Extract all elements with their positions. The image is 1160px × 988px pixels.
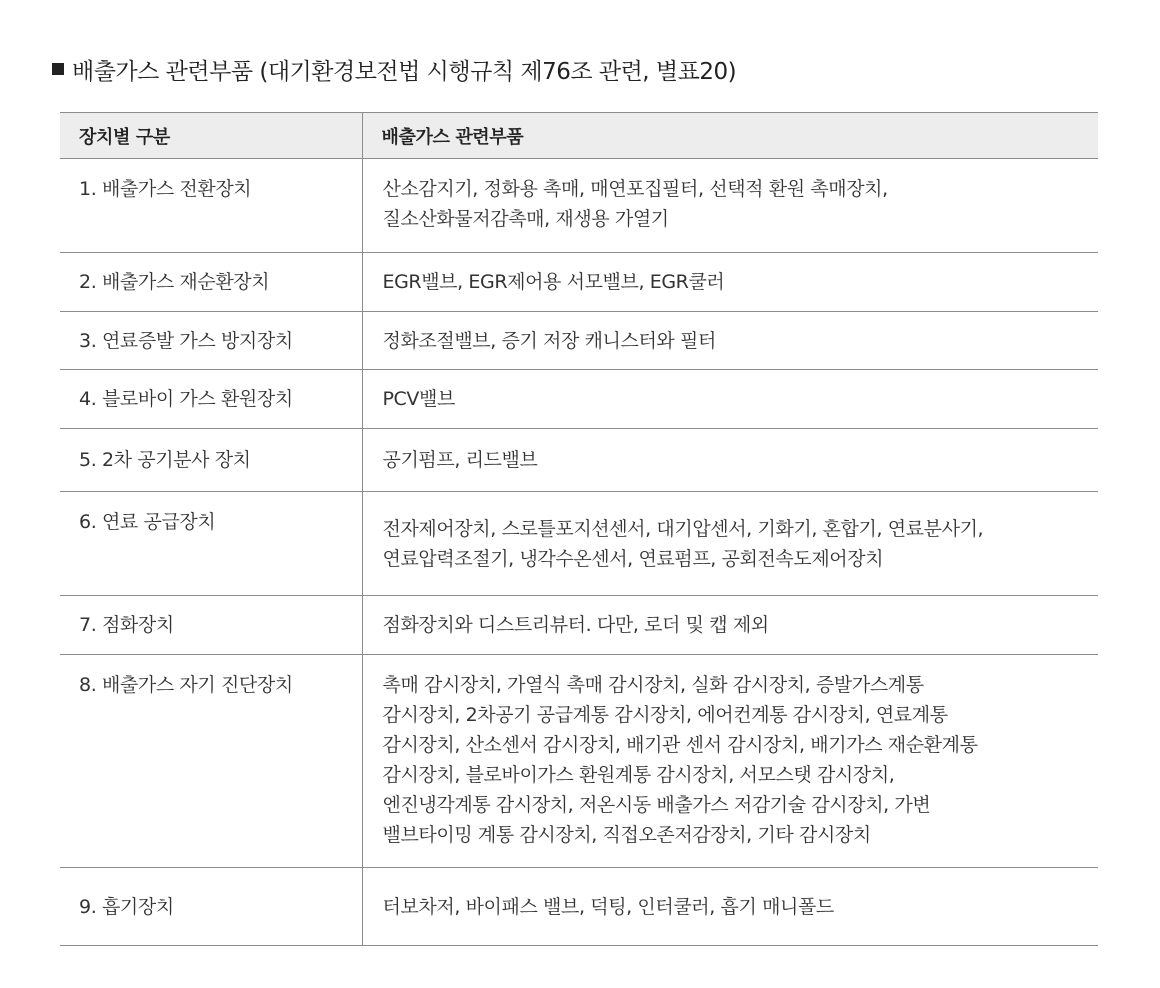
parts-line: 공기펌프, 리드밸브 <box>382 449 538 471</box>
parts-cell <box>362 312 1098 370</box>
parts-cell <box>362 655 1098 868</box>
device-cell: 2. 배출가스 재순환장치 <box>60 253 362 312</box>
device-cell: 9. 흡기장치 <box>60 868 362 946</box>
parts-cell <box>362 370 1098 429</box>
parts-cell <box>362 429 1098 492</box>
parts-line: 정화조절밸브, 증기 저장 캐니스터와 필터 <box>382 329 716 352</box>
device-cell: 8. 배출가스 자기 진단장치 <box>60 655 362 868</box>
parts-cell <box>362 253 1098 312</box>
parts-line: 밸브타이밍 계통 감시장치, 직접오존저감장치, 기타 감시장치 <box>382 824 871 846</box>
table-row <box>60 596 1098 655</box>
device-cell: 4. 블로바이 가스 환원장치 <box>60 370 362 429</box>
device-cell: 7. 점화장치 <box>60 596 362 655</box>
section-heading <box>52 51 736 87</box>
parts-cell <box>362 492 1098 596</box>
device-cell: 3. 연료증발 가스 방지장치 <box>60 312 362 370</box>
parts-line: 연료압력조절기, 냉각수온센서, 연료펌프, 공회전속도제어장치 <box>382 548 884 570</box>
parts-line: 터보차저, 바이패스 밸브, 덕팅, 인터쿨러, 흡기 매니폴드 <box>382 895 834 918</box>
bullet-square-icon <box>52 63 64 75</box>
device-cell: 5. 2차 공기분사 장치 <box>60 429 362 492</box>
header-emission-parts: 배출가스 관련부품 <box>381 126 524 148</box>
parts-line: 촉매 감시장치, 가열식 촉매 감시장치, 실화 감시장치, 증발가스계통 <box>382 674 924 696</box>
table-row <box>60 159 1098 253</box>
parts-line: PCV밸브 <box>382 388 455 410</box>
table-row <box>60 253 1098 312</box>
table-row <box>60 868 1098 946</box>
section-heading-text: 배출가스 관련부품 (대기환경보전법 시행규칙 제76조 관련, 별표20) <box>72 58 737 85</box>
emission-parts-table <box>60 112 1098 946</box>
table-row <box>60 370 1098 429</box>
parts-line: 엔진냉각계통 감시장치, 저온시동 배출가스 저감기술 감시장치, 가변 <box>382 794 931 816</box>
parts-line: 질소산화물저감촉매, 재생용 가열기 <box>382 208 669 230</box>
device-cell: 6. 연료 공급장치 <box>60 492 362 596</box>
table-row <box>60 429 1098 492</box>
table-row <box>60 655 1098 868</box>
parts-line: EGR밸브, EGR제어용 서모밸브, EGR쿨러 <box>382 271 725 293</box>
parts-line: 감시장치, 2차공기 공급계통 감시장치, 에어컨계통 감시장치, 연료계통 <box>382 704 948 726</box>
parts-cell <box>362 159 1098 253</box>
parts-line: 감시장치, 블로바이가스 환원계통 감시장치, 서모스탯 감시장치, <box>382 764 895 786</box>
parts-line: 산소감지기, 정화용 촉매, 매연포집필터, 선택적 환원 촉매장치, <box>382 178 888 200</box>
device-cell: 1. 배출가스 전환장치 <box>60 159 362 253</box>
parts-line: 전자제어장치, 스로틀포지션센서, 대기압센서, 기화기, 혼합기, 연료분사기, <box>382 518 984 540</box>
header-device-category: 장치별 구분 <box>60 113 362 159</box>
table-header-row <box>60 113 1098 159</box>
parts-cell <box>362 596 1098 655</box>
table-row <box>60 492 1098 596</box>
table-row <box>60 312 1098 370</box>
parts-line: 점화장치와 디스트리뷰터. 다만, 로더 및 캡 제외 <box>382 614 769 636</box>
parts-line: 감시장치, 산소센서 감시장치, 배기관 센서 감시장치, 배기가스 재순환계통 <box>382 734 978 756</box>
parts-cell <box>362 868 1098 946</box>
